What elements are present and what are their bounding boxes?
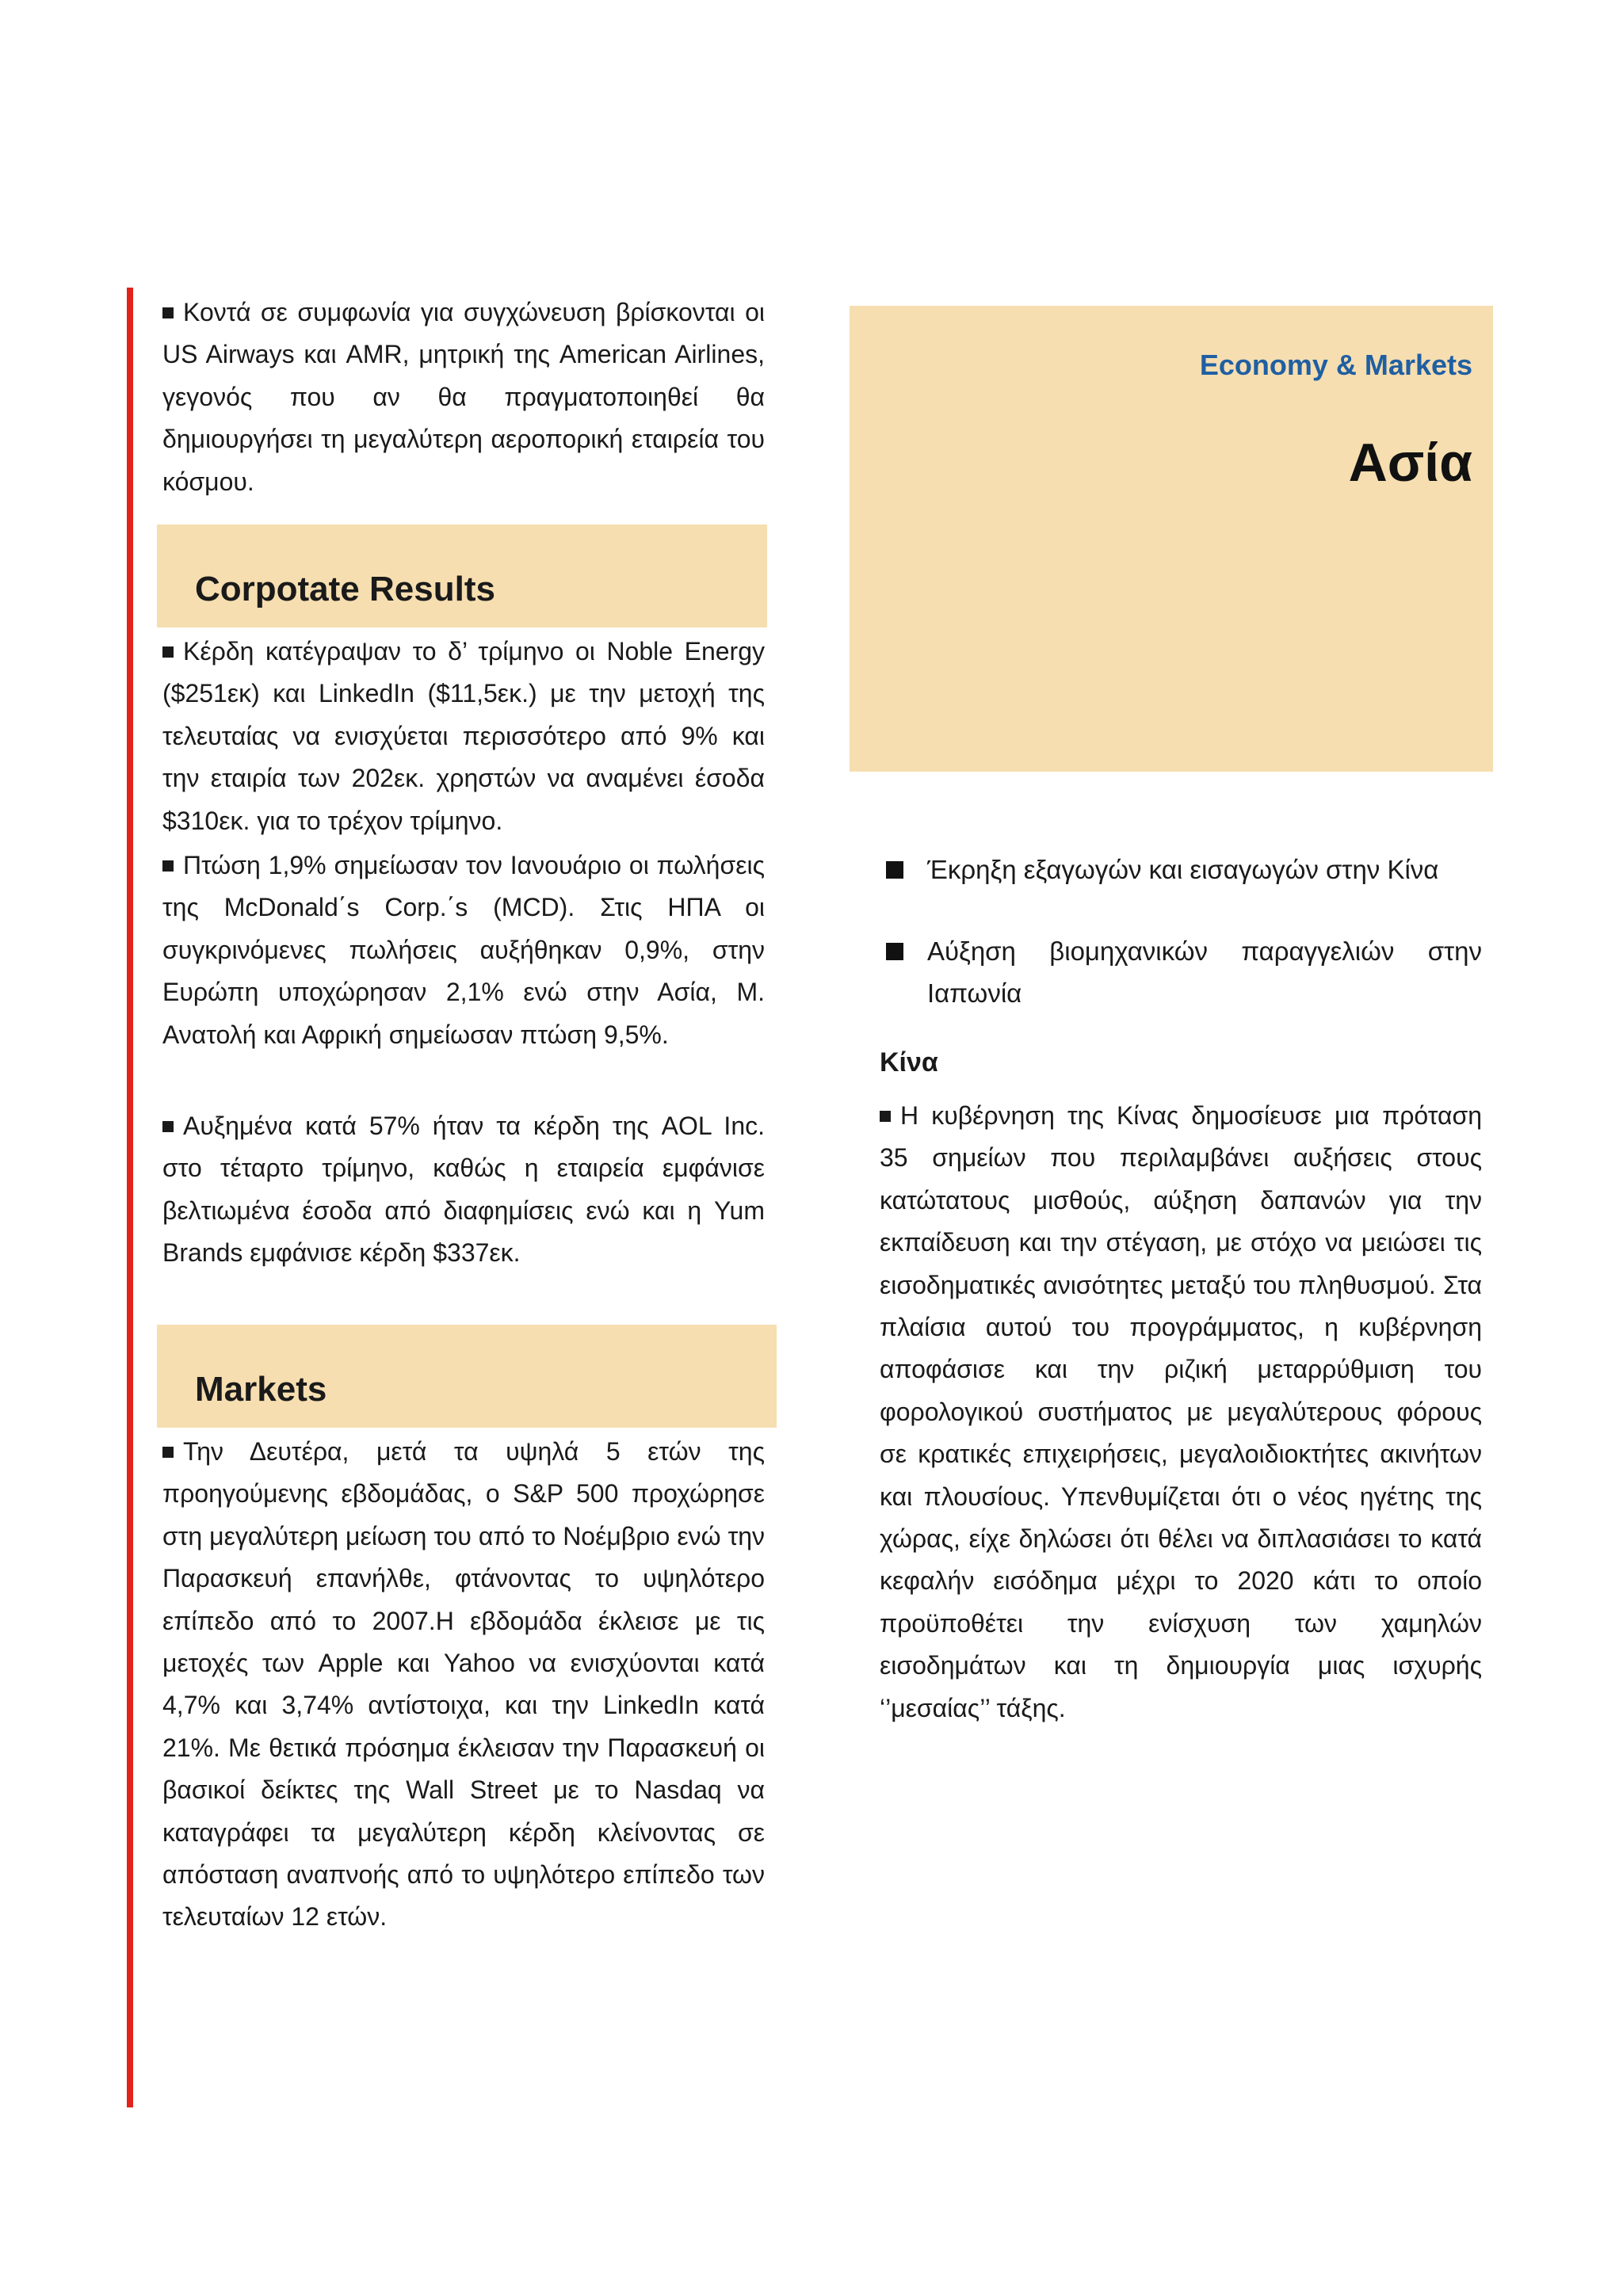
highlight-item-1: Έκρηξη εξαγωγών και εισαγωγών στην Κίνα: [927, 855, 1439, 884]
bullet-square-icon: [162, 307, 174, 318]
china-paragraph: Η κυβέρνηση της Κίνας δημοσίευσε μια πρόταση 35 σημείων που περιλαμβάνει αυξήσεις στους κατώτατους μισθούς, αύξηση δαπανών για την εκπαίδευση και την στέγαση, με στόχο να μειώσει τις εισοδηματικές ανισότητες μεταξύ του πληθυσμού. Στα πλαίσια αυτού του προγράμματος, η κυβέρνηση αποφάσισε και την ριζική μεταρρύθμιση του φορολογικού συστήματος με μεγαλύτερους φόρους σε κρατικές επιχειρήσεις, μεγαλοιδιοκτήτες ακινήτων και πλουσίους. Υπενθυμίζεται ότι ο νέος ηγέτης της χώρας, είχε δηλώσει ότι θέλει να διπλασιάσει το κατά κεφαλήν εισόδημα μέχρι το 2020 κάτι το οποίο προϋποθέτει την ενίσχυση των χαμηλών εισοδημάτων και τη δημιουργία μιας ισχυρής ‘’μεσαίας’’ τάξης.: [880, 1101, 1482, 1722]
corporate-results-paragraph-2: Πτώση 1,9% σημείωσαν τον Ιανουάριο οι πωλήσεις της McDonald΄s Corp.΄s (MCD). Στις ΗΠΑ οι συγκρινόμενες πωλήσεις αυξήθηκαν 0,9%, στην Ευρώπη υποχώρησαν 2,1% ενώ στην Ασία, Μ. Ανατολή και Αφρική σημείωσαν πτώση 9,5%.: [162, 851, 765, 1049]
region-title: Ασία: [1348, 433, 1472, 493]
region-header-box: [850, 306, 1493, 772]
highlight-bullet-icon: [886, 861, 903, 879]
bullet-square-icon: [880, 1111, 891, 1122]
intro-paragraph: Κοντά σε συμφωνία για συγχώνευση βρίσκονται οι US Airways και AMR, μητρική της American Airlines, γεγονός που αν θα πραγματοποιηθεί θα δημιουργήσει τη μεγαλύτερη αεροπορική εταιρεία του κόσμου.: [162, 298, 765, 496]
corporate-results-paragraph-1: Κέρδη κατέγραψαν το δ’ τρίμηνο οι Noble Energy ($251εκ) και LinkedIn ($11,5εκ.) με την μετοχή της τελευταίας να ενισχύεται περισσότερο από 9% και την εταιρία των 202εκ. χρηστών να αναμένει έσοδα $310εκ. για το τρέχον τρίμηνο.: [162, 637, 765, 835]
markets-heading: Markets: [195, 1370, 327, 1409]
highlight-bullet-icon: [886, 943, 903, 960]
china-heading: Κίνα: [880, 1047, 938, 1077]
section-kicker: Economy & Markets: [1199, 349, 1472, 381]
corporate-results-paragraph-3: Αυξημένα κατά 57% ήταν τα κέρδη της AOL Inc. στο τέταρτο τρίμηνο, καθώς η εταιρεία εμφάνισε βελτιωμένα έσοδα από διαφημίσεις ενώ και η Yum Brands εμφάνισε κέρδη $337εκ.: [162, 1112, 765, 1268]
markets-paragraph: Την Δευτέρα, μετά τα υψηλά 5 ετών της προηγούμενης εβδομάδας, ο S&P 500 προχώρησε στη μεγαλύτερη μείωση του από το Νοέμβριο ενώ την Παρασκευή επανήλθε, φτάνοντας το υψηλότερο επίπεδο από το 2007.Η εβδομάδα έκλεισε με τις μετοχές των Apple και Yahoo να ενισχύονται κατά 4,7% και 3,74% αντίστοιχα, και την LinkedIn κατά 21%. Με θετικά πρόσημα έκλεισαν την Παρασκευή οι βασικοί δείκτες της Wall Street με το Nasdaq να καταγράφει τα μεγαλύτερη κέρδη κλείνοντας σε απόσταση αναπνοής από το υψηλότερο επίπεδο των τελευταίων 12 ετών.: [162, 1437, 765, 1932]
corporate-results-heading: Corpotate Results: [195, 570, 495, 608]
bullet-square-icon: [162, 1447, 174, 1458]
bullet-square-icon: [162, 646, 174, 658]
bullet-square-icon: [162, 1121, 174, 1132]
highlight-item-2: Αύξηση βιομηχανικών παραγγελιών στην Ιαπωνία: [927, 936, 1482, 1008]
left-accent-bar: [127, 288, 133, 2107]
bullet-square-icon: [162, 860, 174, 871]
